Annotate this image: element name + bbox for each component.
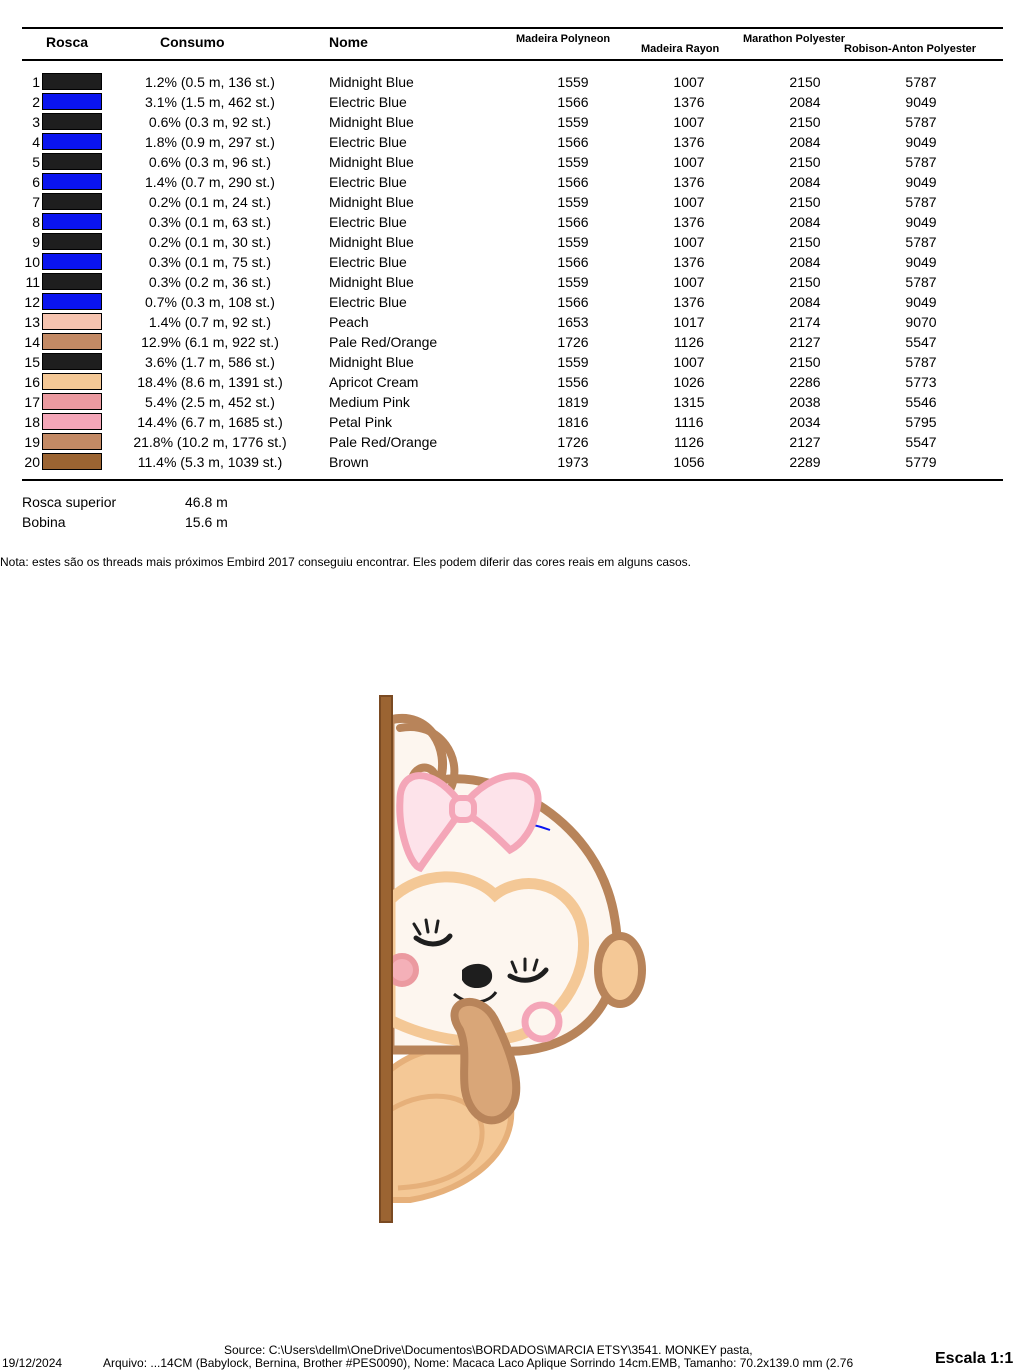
row-number: 5 (32, 154, 40, 170)
table-row (0, 312, 1024, 332)
row-consumo: 0.2% (0.1 m, 30 st.) (148, 234, 272, 250)
color-swatch (42, 233, 102, 250)
row-consumo: 3.1% (1.5 m, 462 st.) (145, 94, 275, 110)
row-number: 9 (32, 234, 40, 250)
row-robison-anton: 5787 (905, 234, 937, 250)
bottom-rule (22, 479, 1003, 481)
row-marathon-polyester: 2084 (789, 174, 821, 190)
row-nome: Electric Blue (329, 174, 407, 190)
row-robison-anton: 5787 (905, 194, 937, 210)
color-swatch (42, 313, 102, 330)
table-row (0, 212, 1024, 232)
header-robison-anton: Robison-Anton Polyester (844, 43, 977, 55)
row-consumo: 5.4% (2.5 m, 452 st.) (145, 394, 275, 410)
row-madeira-rayon: 1376 (673, 214, 705, 230)
table-row (0, 292, 1024, 312)
row-marathon-polyester: 2150 (789, 274, 821, 290)
color-swatch (42, 173, 102, 190)
table-row (0, 112, 1024, 132)
row-robison-anton: 5787 (905, 114, 937, 130)
row-nome: Electric Blue (329, 214, 407, 230)
row-consumo: 1.8% (0.9 m, 297 st.) (145, 134, 275, 150)
row-madeira-rayon: 1315 (673, 394, 705, 410)
row-marathon-polyester: 2034 (789, 414, 821, 430)
row-consumo: 0.6% (0.3 m, 92 st.) (148, 114, 272, 130)
color-swatch (42, 393, 102, 410)
row-robison-anton: 9049 (905, 134, 937, 150)
row-madeira-polyneon: 1559 (557, 114, 589, 130)
row-consumo: 11.4% (5.3 m, 1039 st.) (137, 454, 283, 470)
row-marathon-polyester: 2127 (789, 334, 821, 350)
row-marathon-polyester: 2150 (789, 114, 821, 130)
row-consumo: 0.6% (0.3 m, 96 st.) (148, 154, 272, 170)
design-bow-knot (452, 798, 474, 820)
row-madeira-rayon: 1376 (673, 94, 705, 110)
header-consumo: Consumo (160, 34, 225, 50)
color-swatch (42, 433, 102, 450)
row-nome: Electric Blue (329, 294, 407, 310)
color-swatch (42, 273, 102, 290)
row-nome: Brown (329, 454, 369, 470)
row-robison-anton: 5787 (905, 154, 937, 170)
row-number: 18 (24, 414, 40, 430)
footer-escala: Escala 1:1 (935, 1350, 1014, 1367)
row-nome: Pale Red/Orange (329, 334, 438, 350)
table-row (0, 412, 1024, 432)
row-number: 4 (32, 134, 40, 150)
color-swatch (42, 113, 102, 130)
row-madeira-rayon: 1007 (673, 194, 705, 210)
row-madeira-rayon: 1056 (673, 454, 705, 470)
row-nome: Midnight Blue (329, 234, 414, 250)
table-row (0, 92, 1024, 112)
row-madeira-polyneon: 1566 (557, 294, 589, 310)
row-madeira-rayon: 1007 (673, 234, 705, 250)
table-row (0, 332, 1024, 352)
row-nome: Petal Pink (329, 414, 393, 430)
row-nome: Midnight Blue (329, 194, 414, 210)
row-robison-anton: 5787 (905, 274, 937, 290)
row-marathon-polyester: 2289 (789, 454, 821, 470)
header-marathon-polyester: Marathon Polyester (743, 33, 846, 45)
header-madeira-polyneon: Madeira Polyneon (516, 33, 611, 45)
row-number: 12 (24, 294, 40, 310)
table-row (0, 232, 1024, 252)
row-madeira-polyneon: 1653 (557, 314, 589, 330)
rosca-superior-value: 46.8 m (185, 494, 228, 510)
row-robison-anton: 5546 (905, 394, 937, 410)
table-row (0, 272, 1024, 292)
row-madeira-polyneon: 1566 (557, 94, 589, 110)
row-marathon-polyester: 2150 (789, 234, 821, 250)
row-madeira-rayon: 1376 (673, 294, 705, 310)
row-nome: Electric Blue (329, 134, 407, 150)
row-marathon-polyester: 2084 (789, 134, 821, 150)
row-madeira-polyneon: 1559 (557, 154, 589, 170)
row-marathon-polyester: 2286 (789, 374, 821, 390)
header-rosca: Rosca (46, 34, 89, 50)
row-marathon-polyester: 2150 (789, 154, 821, 170)
row-madeira-polyneon: 1559 (557, 354, 589, 370)
row-robison-anton: 9049 (905, 94, 937, 110)
row-madeira-rayon: 1007 (673, 274, 705, 290)
row-robison-anton: 9049 (905, 174, 937, 190)
row-number: 17 (24, 394, 40, 410)
row-madeira-polyneon: 1819 (557, 394, 589, 410)
row-madeira-rayon: 1376 (673, 254, 705, 270)
row-madeira-polyneon: 1973 (557, 454, 589, 470)
table-row (0, 392, 1024, 412)
color-swatch (42, 453, 102, 470)
row-nome: Apricot Cream (329, 374, 419, 390)
header-madeira-rayon: Madeira Rayon (641, 43, 720, 55)
row-madeira-rayon: 1007 (673, 114, 705, 130)
row-consumo: 1.4% (0.7 m, 92 st.) (148, 314, 272, 330)
row-number: 14 (24, 334, 40, 350)
color-swatch (42, 213, 102, 230)
row-number: 10 (24, 254, 40, 270)
row-marathon-polyester: 2038 (789, 394, 821, 410)
row-madeira-polyneon: 1566 (557, 214, 589, 230)
table-row (0, 192, 1024, 212)
row-marathon-polyester: 2174 (789, 314, 821, 330)
row-madeira-polyneon: 1559 (557, 74, 589, 90)
design-cheek-right (525, 1005, 559, 1039)
table-row (0, 72, 1024, 92)
row-nome: Midnight Blue (329, 154, 414, 170)
row-madeira-rayon: 1007 (673, 74, 705, 90)
footer-arquivo: Arquivo: ...14CM (Babylock, Bernina, Brother #PES0090), Nome: Macaca Laco Aplique Sorrindo 14cm.EMB, Tamanho: 70.2x139.0 mm (2.76 (103, 1356, 854, 1370)
row-consumo: 0.3% (0.1 m, 63 st.) (148, 214, 272, 230)
row-robison-anton: 9049 (905, 294, 937, 310)
row-robison-anton: 9070 (905, 314, 937, 330)
row-nome: Midnight Blue (329, 274, 414, 290)
row-nome: Pale Red/Orange (329, 434, 438, 450)
row-marathon-polyester: 2150 (789, 354, 821, 370)
row-robison-anton: 5547 (905, 434, 937, 450)
row-number: 6 (32, 174, 40, 190)
table-row (0, 432, 1024, 452)
row-marathon-polyester: 2150 (789, 194, 821, 210)
row-number: 15 (24, 354, 40, 370)
row-consumo: 1.4% (0.7 m, 290 st.) (145, 174, 275, 190)
row-madeira-polyneon: 1559 (557, 274, 589, 290)
row-madeira-rayon: 1007 (673, 354, 705, 370)
color-swatch (42, 193, 102, 210)
row-consumo: 14.4% (6.7 m, 1685 st.) (137, 414, 283, 430)
table-row (0, 372, 1024, 392)
table-row (0, 152, 1024, 172)
row-consumo: 0.3% (0.2 m, 36 st.) (148, 274, 272, 290)
table-row (0, 352, 1024, 372)
row-consumo: 18.4% (8.6 m, 1391 st.) (137, 374, 283, 390)
bobina-label: Bobina (22, 514, 66, 530)
top-rule (22, 27, 1003, 29)
row-consumo: 1.2% (0.5 m, 136 st.) (145, 74, 275, 90)
row-madeira-rayon: 1007 (673, 154, 705, 170)
row-madeira-polyneon: 1559 (557, 194, 589, 210)
row-marathon-polyester: 2150 (789, 74, 821, 90)
row-madeira-polyneon: 1556 (557, 374, 589, 390)
row-madeira-rayon: 1116 (674, 414, 704, 430)
row-robison-anton: 5779 (905, 454, 937, 470)
row-marathon-polyester: 2084 (789, 254, 821, 270)
row-madeira-rayon: 1017 (673, 314, 705, 330)
row-number: 11 (25, 274, 40, 290)
row-madeira-polyneon: 1816 (557, 414, 589, 430)
row-robison-anton: 5773 (905, 374, 937, 390)
row-madeira-rayon: 1026 (673, 374, 705, 390)
table-row (0, 252, 1024, 272)
row-madeira-rayon: 1376 (673, 174, 705, 190)
row-nome: Midnight Blue (329, 354, 414, 370)
color-swatch (42, 153, 102, 170)
row-madeira-polyneon: 1566 (557, 174, 589, 190)
rosca-superior-label: Rosca superior (22, 494, 117, 510)
row-number: 13 (24, 314, 40, 330)
header-rule (22, 59, 1003, 61)
row-robison-anton: 9049 (905, 254, 937, 270)
header-nome: Nome (329, 34, 368, 50)
row-marathon-polyester: 2084 (789, 214, 821, 230)
design-pole (380, 696, 392, 1222)
row-madeira-polyneon: 1726 (557, 434, 589, 450)
row-nome: Electric Blue (329, 254, 407, 270)
row-nome: Electric Blue (329, 94, 407, 110)
row-nome: Midnight Blue (329, 114, 414, 130)
row-consumo: 21.8% (10.2 m, 1776 st.) (133, 434, 287, 450)
color-swatch (42, 93, 102, 110)
row-robison-anton: 5795 (905, 414, 937, 430)
design-ear (598, 936, 642, 1004)
row-nome: Peach (329, 314, 369, 330)
row-nome: Medium Pink (329, 394, 410, 410)
row-madeira-polyneon: 1566 (557, 134, 589, 150)
color-swatch (42, 413, 102, 430)
row-consumo: 0.2% (0.1 m, 24 st.) (148, 194, 272, 210)
row-number: 7 (32, 194, 40, 210)
monkey-embroidery-design (370, 690, 660, 1230)
color-swatch (42, 333, 102, 350)
row-consumo: 3.6% (1.7 m, 586 st.) (145, 354, 275, 370)
row-robison-anton: 9049 (905, 214, 937, 230)
bobina-value: 15.6 m (185, 514, 228, 530)
design-nose (462, 964, 492, 988)
row-madeira-polyneon: 1559 (557, 234, 589, 250)
color-swatch (42, 253, 102, 270)
footer-source: Source: C:\Users\dellm\OneDrive\Documentos\BORDADOS\MARCIA ETSY\3541. MONKEY pasta, (224, 1343, 753, 1357)
row-marathon-polyester: 2127 (789, 434, 821, 450)
row-number: 20 (24, 454, 40, 470)
row-madeira-polyneon: 1726 (557, 334, 589, 350)
table-row (0, 452, 1024, 472)
row-number: 3 (32, 114, 40, 130)
row-robison-anton: 5787 (905, 354, 937, 370)
row-robison-anton: 5787 (905, 74, 937, 90)
row-nome: Midnight Blue (329, 74, 414, 90)
row-madeira-rayon: 1126 (673, 334, 705, 350)
row-madeira-rayon: 1126 (673, 434, 705, 450)
row-number: 19 (24, 434, 40, 450)
color-swatch (42, 353, 102, 370)
row-marathon-polyester: 2084 (789, 294, 821, 310)
row-number: 8 (32, 214, 40, 230)
table-row (0, 172, 1024, 192)
color-swatch (42, 293, 102, 310)
color-swatch (42, 373, 102, 390)
row-number: 16 (24, 374, 40, 390)
row-robison-anton: 5547 (905, 334, 937, 350)
color-swatch (42, 73, 102, 90)
row-madeira-polyneon: 1566 (557, 254, 589, 270)
row-number: 1 (32, 74, 40, 90)
row-number: 2 (32, 94, 40, 110)
row-madeira-rayon: 1376 (673, 134, 705, 150)
row-marathon-polyester: 2084 (789, 94, 821, 110)
note-text: Nota: estes são os threads mais próximos Embird 2017 conseguiu encontrar. Eles podem diferir das cores reais em alguns casos. (0, 555, 692, 569)
color-swatch (42, 133, 102, 150)
table-row (0, 132, 1024, 152)
row-consumo: 0.3% (0.1 m, 75 st.) (148, 254, 272, 270)
row-consumo: 0.7% (0.3 m, 108 st.) (145, 294, 275, 310)
footer-date: 19/12/2024 (2, 1356, 63, 1370)
row-consumo: 12.9% (6.1 m, 922 st.) (141, 334, 279, 350)
